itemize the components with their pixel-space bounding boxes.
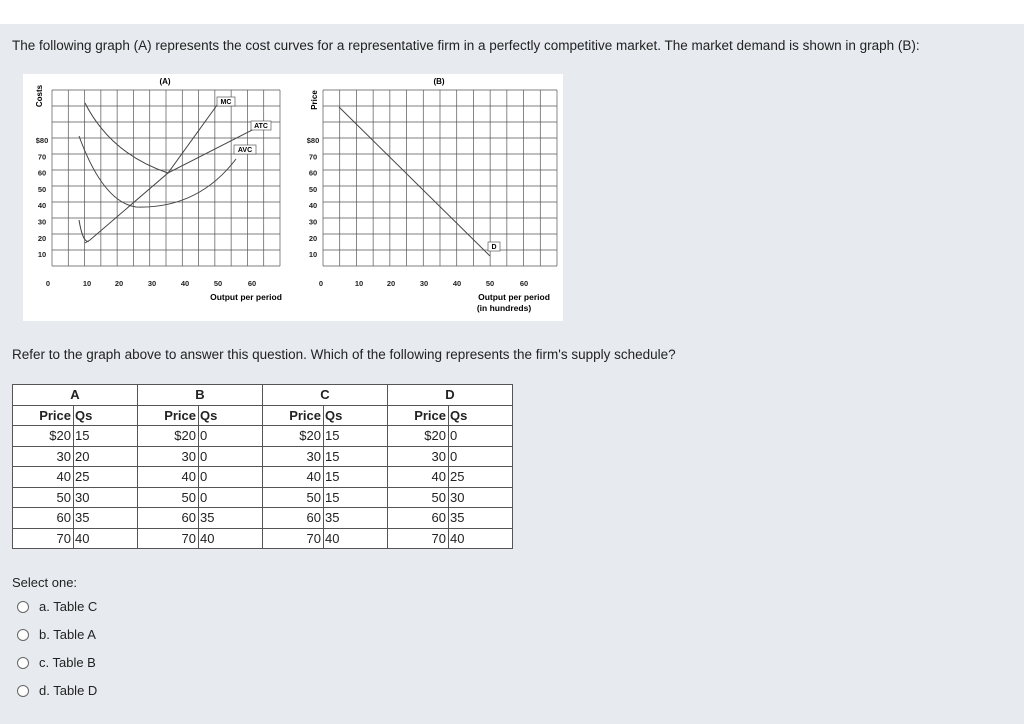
radio-icon[interactable]	[17, 685, 29, 697]
y-tick-label: 70	[308, 152, 318, 162]
qs-cell: 15	[324, 446, 388, 467]
price-cell: 60	[13, 508, 74, 529]
price-cell: 50	[263, 487, 324, 508]
price-header: Price	[138, 405, 199, 426]
short-u-curve	[79, 220, 89, 241]
price-cell: 60	[263, 508, 324, 529]
x-tick-label: 30	[147, 279, 157, 288]
avc-label: AVC	[237, 147, 253, 154]
qs-header: Qs	[199, 405, 263, 426]
qs-cell: 25	[449, 467, 513, 488]
table-subheader-row	[13, 405, 513, 426]
y-tick-label: 30	[308, 217, 318, 227]
qs-cell: 15	[74, 426, 138, 447]
supply-schedule-table	[12, 384, 513, 549]
y-tick-label: $80	[35, 136, 49, 145]
y-tick-label: 40	[37, 201, 47, 211]
table-row	[13, 446, 513, 467]
table-row	[13, 508, 513, 529]
price-cell: 30	[13, 446, 74, 467]
select-one-label: Select one:	[12, 575, 78, 590]
avc-curve	[79, 136, 236, 207]
qs-cell: 0	[449, 426, 513, 447]
qs-cell: 40	[74, 528, 138, 549]
qs-cell: 0	[449, 446, 513, 467]
radio-icon[interactable]	[17, 657, 29, 669]
option-b[interactable]	[17, 627, 96, 642]
price-header: Price	[13, 405, 74, 426]
qs-cell: 0	[199, 446, 263, 467]
table-row	[13, 528, 513, 549]
price-cell: 40	[263, 467, 324, 488]
qs-cell: 40	[324, 528, 388, 549]
price-cell: 60	[388, 508, 449, 529]
x-tick-label: 30	[419, 279, 429, 288]
y-tick-label: 20	[37, 233, 47, 243]
x-tick-label: 20	[114, 279, 124, 288]
qs-cell: 35	[324, 508, 388, 529]
table-row	[13, 426, 513, 447]
graph-a-grid	[52, 90, 280, 266]
qs-cell: 0	[199, 467, 263, 488]
table-row	[13, 487, 513, 508]
price-cell: 50	[13, 487, 74, 508]
y-tick-label: 10	[308, 250, 318, 260]
x-tick-label: 50	[213, 279, 223, 288]
qs-header: Qs	[449, 405, 513, 426]
top-bar	[0, 0, 1024, 24]
price-cell: $20	[13, 426, 74, 447]
graph-b-x-axis-sublabel: (in hundreds)	[476, 303, 532, 313]
group-header-b: B	[138, 385, 263, 406]
qs-cell: 15	[324, 426, 388, 447]
y-tick-label: 60	[308, 168, 318, 178]
option-d[interactable]	[17, 683, 97, 698]
graph-b-x-axis-label: Output per period	[478, 292, 550, 302]
graph-b	[307, 77, 557, 313]
x-tick-label: 0	[318, 279, 324, 288]
option-label: b. Table A	[39, 627, 96, 642]
qs-cell: 30	[449, 487, 513, 508]
price-cell: $20	[388, 426, 449, 447]
qs-cell: 40	[199, 528, 263, 549]
option-c[interactable]	[17, 655, 96, 670]
graph-b-x-ticks	[319, 279, 528, 288]
graph-a-y-axis-label: Costs	[35, 84, 44, 108]
radio-icon[interactable]	[17, 601, 29, 613]
y-tick-label: 50	[308, 184, 318, 194]
qs-cell: 35	[199, 508, 263, 529]
price-cell: 70	[13, 528, 74, 549]
qs-cell: 15	[324, 487, 388, 508]
qs-cell: 40	[449, 528, 513, 549]
table-group-row	[13, 385, 513, 406]
graph-card	[23, 74, 563, 321]
option-a[interactable]	[17, 599, 97, 614]
question-panel	[0, 24, 1024, 724]
y-tick-label: 50	[37, 184, 47, 194]
price-cell: 50	[388, 487, 449, 508]
x-tick-label: 10	[354, 279, 364, 288]
graphs-svg	[23, 74, 563, 321]
price-cell: $20	[138, 426, 199, 447]
y-tick-label: $80	[306, 136, 320, 145]
group-header-d: D	[388, 385, 513, 406]
table-body	[13, 426, 513, 549]
price-cell: 40	[138, 467, 199, 488]
qs-header: Qs	[74, 405, 138, 426]
x-tick-label: 20	[386, 279, 396, 288]
price-cell: 70	[388, 528, 449, 549]
graph-a-title: (A)	[159, 77, 171, 86]
qs-cell: 15	[324, 467, 388, 488]
graph-b-y-ticks	[307, 136, 320, 259]
option-label: a. Table C	[39, 599, 98, 614]
price-cell: 30	[263, 446, 324, 467]
graph-b-grid	[323, 90, 557, 266]
group-header-a: A	[13, 385, 138, 406]
graph-b-y-axis-label: Price	[310, 90, 319, 110]
qs-cell: 30	[74, 487, 138, 508]
x-tick-label: 0	[45, 279, 51, 288]
price-cell: 70	[138, 528, 199, 549]
price-cell: 30	[388, 446, 449, 467]
x-tick-label: 50	[485, 279, 495, 288]
price-cell: 40	[388, 467, 449, 488]
price-cell: 60	[138, 508, 199, 529]
y-tick-label: 10	[37, 250, 47, 260]
price-cell: $20	[263, 426, 324, 447]
qs-cell: 35	[449, 508, 513, 529]
x-tick-label: 60	[247, 279, 257, 288]
qs-cell: 0	[199, 487, 263, 508]
graph-a-x-axis-label: Output per period	[210, 292, 282, 302]
price-header: Price	[388, 405, 449, 426]
mc-label: MC	[220, 99, 232, 106]
question-intro: The following graph (A) represents the cost curves for a representative firm in a perfectly competitive market. The market demand is shown in graph (B):	[12, 38, 920, 53]
qs-cell: 35	[74, 508, 138, 529]
graph-a	[35, 77, 282, 302]
d-label: D	[491, 244, 497, 251]
graph-a-x-ticks	[46, 279, 256, 288]
x-tick-label: 60	[519, 279, 529, 288]
qs-cell: 20	[74, 446, 138, 467]
price-cell: 70	[263, 528, 324, 549]
graph-b-title: (B)	[433, 77, 445, 86]
y-tick-label: 60	[37, 168, 47, 178]
price-cell: 40	[13, 467, 74, 488]
qs-cell: 25	[74, 467, 138, 488]
y-tick-label: 20	[308, 233, 318, 243]
qs-cell: 0	[199, 426, 263, 447]
option-label: d. Table D	[39, 683, 98, 698]
y-tick-label: 70	[37, 152, 47, 162]
y-tick-label: 40	[308, 201, 318, 211]
x-tick-label: 40	[452, 279, 462, 288]
table-row	[13, 467, 513, 488]
option-label: c. Table B	[39, 655, 96, 670]
group-header-c: C	[263, 385, 388, 406]
question-prompt: Refer to the graph above to answer this question. Which of the following represents the firm's supply schedule?	[12, 347, 676, 362]
atc-label: ATC	[254, 123, 268, 130]
x-tick-label: 10	[82, 279, 92, 288]
price-cell: 30	[138, 446, 199, 467]
radio-icon[interactable]	[17, 629, 29, 641]
price-cell: 50	[138, 487, 199, 508]
price-header: Price	[263, 405, 324, 426]
x-tick-label: 40	[180, 279, 190, 288]
y-tick-label: 30	[37, 217, 47, 227]
qs-header: Qs	[324, 405, 388, 426]
graph-a-y-ticks	[36, 136, 49, 259]
